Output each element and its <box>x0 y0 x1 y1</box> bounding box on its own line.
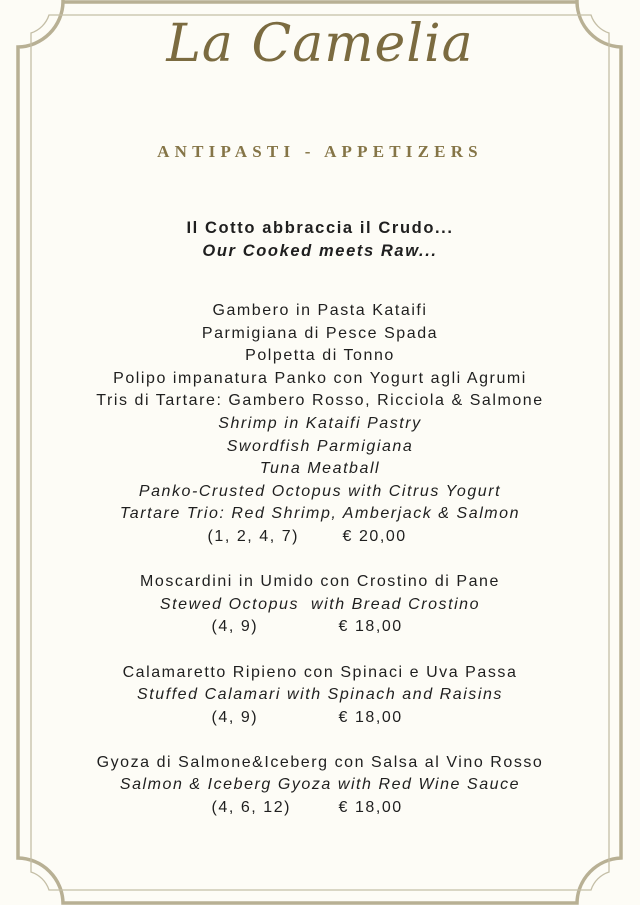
price: € 18,00 <box>338 618 403 636</box>
dish-name-english: Salmon & Iceberg Gyoza with Red Wine Sauce <box>119 776 521 794</box>
dish-name-italian: Gambero in Pasta Kataifi <box>212 302 428 319</box>
dish-name-italian: Polipo impanatura Panko con Yogurt agli Agrumi <box>113 369 527 387</box>
menu-item <box>0 571 640 639</box>
intro-english: Our Cooked meets Raw... <box>202 242 438 260</box>
menu-item <box>0 300 640 549</box>
price-row <box>0 797 640 820</box>
dish-name-english: Panko-Crusted Octopus with Citrus Yogurt <box>138 482 502 500</box>
price-row <box>0 707 640 730</box>
dish-name-italian: Moscardini in Umido con Crostino di Pane <box>140 573 500 591</box>
price: € 18,00 <box>338 708 403 726</box>
dish-name-english: Tartare Trio: Red Shrimp, Amberjack & Salmon <box>119 505 521 523</box>
intro-italian: Il Cotto abbraccia il Crudo... <box>186 219 454 237</box>
dish-name-english: Stewed Octopus with Bread Crostino <box>159 595 481 613</box>
allergen-codes: (4, 6, 12) <box>211 799 292 817</box>
dish-name-italian: Parmigiana di Pesce Spada <box>201 324 439 342</box>
price-row <box>0 526 640 549</box>
allergen-codes: (1, 2, 4, 7) <box>207 527 300 545</box>
price: € 20,00 <box>342 527 407 545</box>
dish-name-italian: Polpetta di Tonno <box>245 347 395 365</box>
dish-name-english: Tuna Meatball <box>259 460 381 478</box>
price: € 18,00 <box>338 799 403 817</box>
menu-item <box>0 752 640 820</box>
dish-name-italian: Gyoza di Salmone&Iceberg con Salsa al Vino Rosso <box>96 753 544 771</box>
allergen-codes: (4, 9) <box>211 618 259 636</box>
dish-name-italian: Tris di Tartare: Gambero Rosso, Ricciola & Salmone <box>96 392 544 410</box>
menu-item <box>0 662 640 730</box>
restaurant-title: La Camelia <box>166 14 474 74</box>
dish-name-english: Stuffed Calamari with Spinach and Raisins <box>137 686 503 704</box>
dish-name-english: Shrimp in Kataifi Pastry <box>218 414 422 432</box>
price-row <box>0 616 640 639</box>
allergen-codes: (4, 9) <box>211 708 259 726</box>
section-heading: ANTIPASTI - APPETIZERS <box>157 142 483 161</box>
dish-name-italian: Calamaretto Ripieno con Spinaci e Uva Passa <box>122 663 518 681</box>
dish-name-english: Swordfish Parmigiana <box>226 437 414 455</box>
menu-body <box>0 216 640 820</box>
